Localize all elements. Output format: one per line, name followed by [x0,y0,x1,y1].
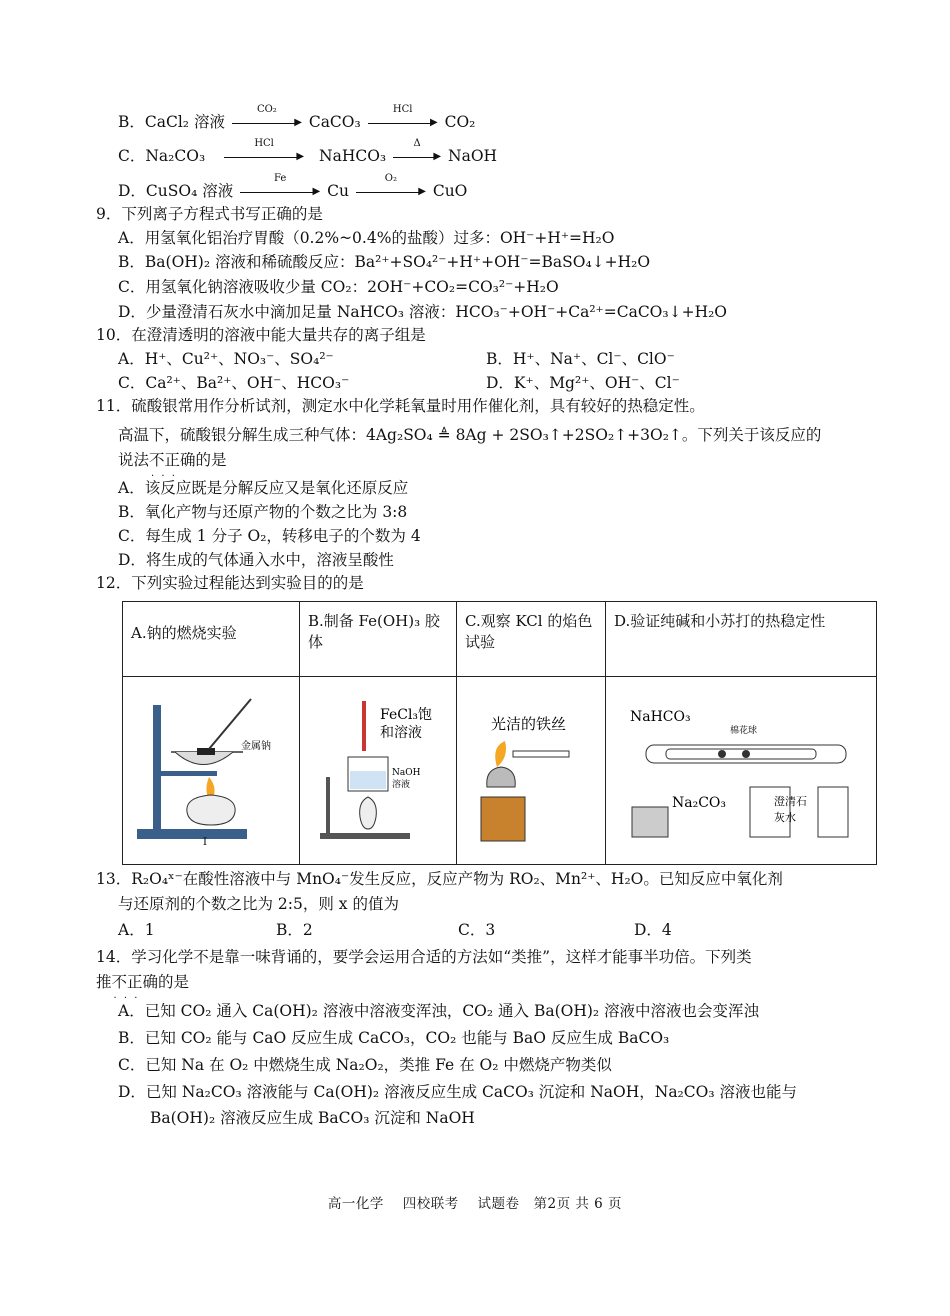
q8-d-mid: Cu [327,182,349,200]
q9-option-c: C．用氢氧化钠溶液吸收少量 CO₂：2OH⁻+CO₂=CO₃²⁻+H₂O [118,278,559,296]
q8-c-label: C．Na₂CO₃ [118,147,206,165]
figure-sodium-combustion [123,677,300,865]
q8-d-label: D．CuSO₄ 溶液 [118,182,234,200]
q8-c-mid: NaHCO₃ [319,147,387,165]
figure-d-label-2: 棉花球 [730,726,758,736]
q10-option-b: B．H⁺、Na⁺、Cl⁻、ClO⁻ [486,350,675,368]
q8-option-d [118,173,468,201]
q13-option-d: D．4 [634,921,672,939]
q8-option-b [118,104,476,132]
reaction-arrow: CO₂ ▶ [232,116,302,130]
q14-stem-1: 14．学习化学不是靠一味背诵的，要学会运用合适的方法如“类推”，这样才能事半功倍。下列类 [96,948,752,966]
header-c: C.观察 KCl 的焰色试验 [457,602,606,677]
figure-d-label-5: 灰水 [774,811,796,824]
q14-stem-2 [96,972,189,992]
figure-b-label-2: 和溶液 [380,725,422,741]
q11-stem-3 [118,450,227,470]
q10-option-c: C．Ca²⁺、Ba²⁺、OH⁻、HCO₃⁻ [118,374,350,392]
reaction-arrow: HCl ▶ [368,116,438,130]
q11-option-b: B．氧化产物与还原产物的个数之比为 3:8 [118,503,408,521]
page-footer: 高一化学 四校联考 试题卷 第2页 共 6 页 [327,1196,623,1212]
q10-stem: 10．在澄清透明的溶液中能大量共存的离子组是 [96,326,426,344]
q14-stem-2-pre: 推 [96,973,112,991]
q11-stem-1: 11．硫酸银常用作分析试剂，测定水中化学耗氧量时用作催化剂，具有较好的热稳定性。 [96,397,705,415]
q13-stem-2: 与还原剂的个数之比为 2:5，则 x 的值为 [118,895,399,913]
reaction-arrow: Fe ▶ [240,185,320,199]
header-d: D.验证纯碱和小苏打的热稳定性 [606,602,877,677]
q8-c-end: NaOH [448,147,498,165]
q9-option-d: D．少量澄清石灰水中滴加足量 NaHCO₃ 溶液：HCO₃⁻+OH⁻+Ca²⁺=CaCO₃↓+H₂O [118,303,728,321]
q11-stem-3-pre: 说法 [118,451,150,469]
q8-b-mid: CaCO₃ [308,113,361,131]
figure-b-label-4: 溶液 [392,780,411,790]
q14-option-c: C．已知 Na 在 O₂ 中燃烧生成 Na₂O₂，类推 Fe 在 O₂ 中燃烧产物类似 [118,1056,612,1074]
q8-b-label: B．CaCl₂ 溶液 [118,113,225,131]
reaction-arrow: HCl ▶ [224,150,304,164]
q14-option-a: A．已知 CO₂ 通入 Ca(OH)₂ 溶液中溶液变浑浊，CO₂ 通入 Ba(OH)₂ 溶液中溶液也会变浑浊 [118,1002,760,1020]
figure-b-label-1: FeCl₃饱 [380,707,433,723]
reaction-arrow: O₂ ▶ [356,185,426,199]
figure-b-label-3: NaOH [392,768,421,778]
figure-d-label-1: NaHCO₃ [630,709,691,725]
figure-thermal-stability [606,677,877,865]
q14-option-b: B．已知 CO₂ 能与 CaO 反应生成 CaCO₃，CO₂ 也能与 BaO 反应生成 BaCO₃ [118,1029,670,1047]
q11-option-d: D．将生成的气体通入水中，溶液呈酸性 [118,551,394,569]
emphasis-text: 不正确 · · · [112,973,159,991]
figure-d-label-4: 澄清石 [774,795,807,808]
q11-option-a: A．该反应既是分解反应又是氧化还原反应 [118,479,409,497]
q13-stem-1: 13．R₂O₄ˣ⁻在酸性溶液中与 MnO₄⁻发生反应，反应产物为 RO₂、Mn²⁺、H₂O。已知反应中氧化剂 [96,870,783,888]
q9-option-b: B．Ba(OH)₂ 溶液和稀硫酸反应：Ba²⁺+SO₄²⁻+H⁺+OH⁻=BaSO₄↓+H₂O [118,253,651,271]
q9-stem: 9．下列离子方程式书写正确的是 [96,205,323,223]
q13-option-b: B．2 [276,921,313,939]
q12-stem: 12．下列实验过程能达到实验目的的是 [96,574,364,592]
figure-a-label: 金属钠 [241,741,271,752]
reaction-arrow: Δ ▶ [393,150,441,164]
experiment-table [122,601,877,865]
header-a: A.钠的燃烧实验 [123,602,300,677]
q13-option-c: C．3 [458,921,496,939]
figure-a-mark: I [203,837,207,848]
q14-option-d-line-2: Ba(OH)₂ 溶液反应生成 BaCO₃ 沉淀和 NaOH [150,1109,475,1127]
figure-flame-test [457,677,606,865]
q14-option-d-line-1: D．已知 Na₂CO₃ 溶液能与 Ca(OH)₂ 溶液反应生成 CaCO₃ 沉淀和 NaOH，Na₂CO₃ 溶液也能与 [118,1083,797,1101]
q13-option-a: A．1 [118,921,155,939]
q11-stem-3-post: 的是 [195,451,227,469]
header-b: B.制备 Fe(OH)₃ 胶体 [300,602,457,677]
q8-b-end: CO₂ [444,113,476,131]
q14-stem-2-post: 的是 [158,973,190,991]
figure-c-label: 光洁的铁丝 [491,715,567,733]
emphasis-text: 不正确 · · · [149,451,196,469]
figure-fe-oh3-colloid [300,677,457,865]
q9-option-a: A．用氢氧化铝治疗胃酸（0.2%~0.4%的盐酸）过多：OH⁻+H⁺=H₂O [118,229,615,247]
figure-d-label-3: Na₂CO₃ [672,795,727,811]
q10-option-a: A．H⁺、Cu²⁺、NO₃⁻、SO₄²⁻ [118,350,334,368]
q11-stem-2: 高温下，硫酸银分解生成三种气体：4Ag₂SO₄ ≜ 8Ag + 2SO₃↑+2SO₂↑+3O₂↑。下列关于该反应的 [118,426,822,444]
q10-option-d: D．K⁺、Mg²⁺、OH⁻、Cl⁻ [486,374,680,392]
q11-option-c: C．每生成 1 分子 O₂，转移电子的个数为 4 [118,527,421,545]
q8-option-c [118,138,498,166]
q8-d-end: CuO [432,182,468,200]
